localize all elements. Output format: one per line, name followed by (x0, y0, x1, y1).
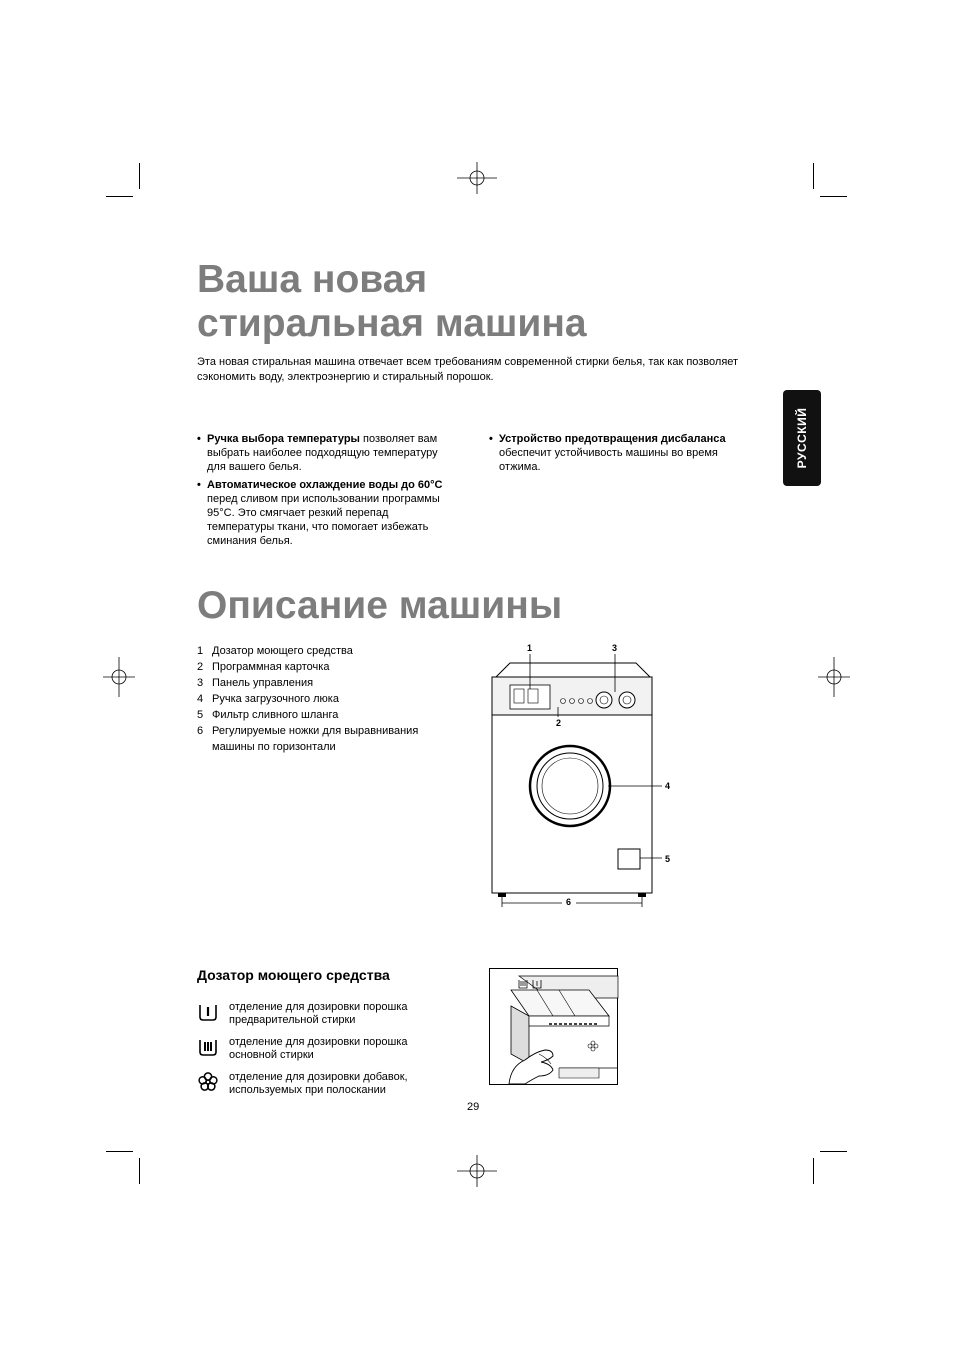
language-tab-label: РУССКИЙ (795, 407, 809, 469)
washing-machine-diagram (488, 645, 688, 910)
feature-item (197, 478, 455, 548)
list-item (197, 675, 442, 691)
crop-mark (820, 196, 847, 197)
list-item (197, 643, 442, 659)
list-item-number: 3 (197, 677, 204, 689)
mainwash-compartment-icon (197, 1036, 219, 1058)
feature-item-text: обеспечит устойчивость машины во время отжима. (499, 447, 718, 473)
list-item (197, 659, 442, 675)
diagram-callout: 3 (612, 643, 618, 653)
crop-mark (813, 1158, 814, 1184)
list-item (197, 1036, 429, 1062)
list-item-number: 1 (197, 645, 204, 657)
intro-paragraph: Эта новая стиральная машина отвечает всем требованиям современной стирки белья, так как позволяет сэкономить воду, электроэнергию и стиральный порошок. (197, 356, 739, 383)
list-item-label: Регулируемые ножки для выравнивания машины по горизонтали (212, 725, 419, 753)
feature-item-text: перед сливом при использовании программы 95°C. Это смягчает резкий перепад температуры ткани, что помогает избежать сминания белья. (207, 493, 440, 547)
list-item-number: 2 (197, 661, 204, 673)
crop-mark (813, 163, 814, 189)
page-title-line2: стиральная машина (197, 302, 587, 345)
list-item-label: Ручка загрузочного люка (212, 693, 339, 705)
language-tab (783, 390, 821, 486)
list-item-label: Программная карточка (212, 661, 330, 673)
list-item (197, 1001, 429, 1027)
list-item-number: 6 (197, 725, 204, 737)
diagram-callout: 2 (556, 718, 562, 728)
crop-mark (106, 1151, 133, 1152)
dispenser-item-text: отделение для дозировки добавок, используемых при полоскании (229, 1071, 408, 1096)
diagram-callout: 5 (665, 854, 671, 864)
features-left (197, 432, 455, 552)
dispenser-list (197, 1001, 429, 1106)
list-item-label: Дозатор моющего средства (212, 645, 353, 657)
registration-mark-icon (457, 162, 497, 194)
dispenser-heading: Дозатор моющего средства (197, 967, 390, 983)
list-item (197, 707, 442, 723)
feature-item-title: Ручка выбора температуры (207, 433, 360, 445)
dispenser-item-text: отделение для дозировки порошка основной стирки (229, 1036, 408, 1061)
feature-item (197, 432, 455, 474)
list-item-label: Панель управления (212, 677, 314, 689)
page-title-line1: Ваша новая (197, 258, 428, 301)
dispenser-illustration (489, 968, 619, 1086)
registration-mark-icon (457, 1155, 497, 1187)
prewash-compartment-icon (197, 1001, 219, 1023)
list-item (197, 691, 442, 707)
crop-mark (139, 163, 140, 189)
page-number: 29 (467, 1101, 480, 1113)
page-title (197, 258, 587, 346)
feature-item-title: Устройство предотвращения дисбаланса (499, 433, 726, 445)
list-item-number: 5 (197, 709, 204, 721)
diagram-callout: 6 (566, 897, 572, 907)
list-item (197, 723, 442, 755)
list-item (197, 1071, 429, 1097)
features-right (489, 432, 739, 478)
crop-mark (139, 1158, 140, 1184)
parts-list (197, 643, 442, 755)
list-item-number: 4 (197, 693, 204, 705)
feature-item-title: Автоматическое охлаждение воды до 60°C (207, 479, 443, 491)
feature-item (489, 432, 739, 474)
list-item-label: Фильтр сливного шланга (212, 709, 339, 721)
section-title: Описание машины (197, 584, 563, 627)
dispenser-item-text: отделение для дозировки порошка предварительной стирки (229, 1001, 408, 1026)
feature-item-text: позволяет вам выбрать наиболее подходящую температуру для вашего белья. (207, 433, 438, 473)
registration-mark-icon (103, 657, 135, 697)
diagram-callout: 4 (665, 781, 671, 791)
diagram-callout: 1 (527, 643, 533, 653)
crop-mark (106, 196, 133, 197)
crop-mark (820, 1151, 847, 1152)
registration-mark-icon (818, 657, 850, 697)
flower-softener-icon (197, 1071, 219, 1093)
